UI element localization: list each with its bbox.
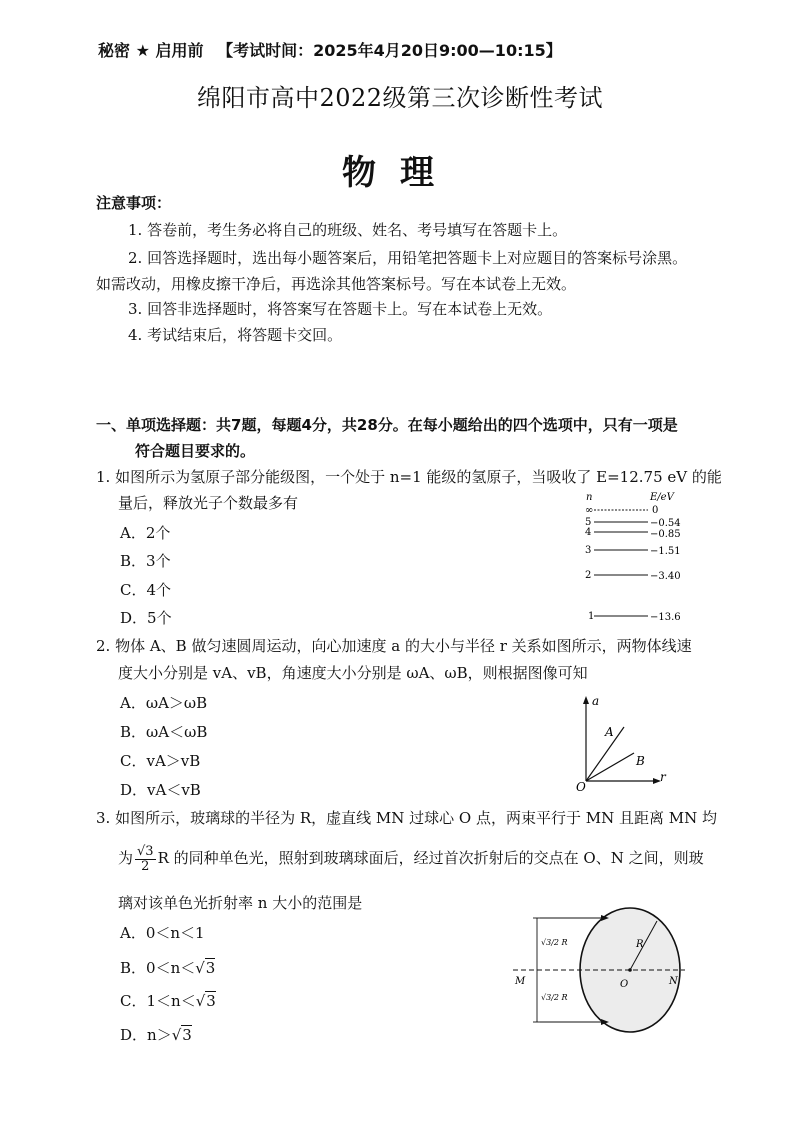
level-col-n: n [586,492,593,503]
level-row-1 [588,611,681,623]
q1-option-a: A．2个 [120,524,171,542]
line-b [586,753,634,781]
q1-option-c: C．4个 [120,581,172,599]
level-e: −3.40 [650,571,681,582]
q3-fraction [135,845,156,873]
level-col-e: E/eV [650,492,674,503]
exam-header [98,38,562,61]
level-row-5 [585,517,681,529]
q3-stem-2 [118,838,704,878]
line-b-label: B [636,754,645,768]
q2-option-a: A．ωA＞ωB [120,694,208,712]
n-label: N [669,976,678,987]
q1-option-d: D．5个 [120,609,172,627]
secret-label: 秘密 ★ 启用前 [98,41,204,60]
option-text: 0＜n＜1 [145,924,205,942]
option-label: A． [120,924,146,942]
option-text: n＞√ [147,1026,182,1044]
option-label: C． [120,992,147,1010]
y-arrow [583,696,589,704]
x-label: r [660,770,666,784]
q3-stem-2-pre: 为 [118,849,134,867]
notice-line-2a: 2. 回答选择题时，选出每小题答案后，用铅笔把答题卡上对应题目的答案标号涂黑。 [128,249,688,267]
level-e: −13.6 [650,612,681,623]
radius-label: R [636,939,644,950]
level-n: 4 [585,527,592,538]
section-heading-cont: 符合题目要求的。 [135,442,256,460]
center-point [628,968,632,972]
center-label: O [620,979,629,990]
q2-option-b: B．ωA＜ωB [120,723,208,741]
option-label: D． [120,1026,148,1044]
q2-option-d: D．vA＜vB [120,781,201,799]
q3-stem-2-post: R 的同种单色光，照射到玻璃球面后，经过首次折射后的交点在 O、N 之间，则玻 [157,849,704,867]
q1-stem-2: 量后，释放光子个数最多有 [118,494,299,512]
origin-label: O [576,780,586,794]
q3-option-d [120,1024,192,1045]
q2-option-c: C．vA＞vB [120,752,201,770]
level-n: 3 [585,545,592,556]
level-row-inf [585,505,658,516]
option-text: 0＜n＜√ [146,959,205,977]
y-label: a [592,694,600,708]
q2-stem-1: 2. 物体 A、B 做匀速圆周运动，向心加速度 a 的大小与半径 r 关系如图所示，两物体线速 [96,637,692,655]
option-radicand: 3 [182,1026,192,1044]
level-n: 1 [588,611,595,622]
m-label: M [515,976,526,987]
level-e: 0 [652,505,659,516]
q3-option-b [120,957,215,978]
option-radicand: 3 [206,992,216,1010]
notice-line-4: 4. 考试结束后，将答题卡交回。 [128,326,343,344]
q3-stem-1: 3. 如图所示，玻璃球的半径为 R，虚直线 MN 过球心 O 点，两束平行于 MN 且距离 MN 均 [96,809,718,827]
q1-option-b: B．3个 [120,552,171,570]
exam-title: 绵阳市高中2022级第三次诊断性考试 [196,84,604,112]
a-r-graph [572,693,672,795]
q3-option-c [120,990,216,1011]
level-e: −0.54 [650,518,681,529]
level-row-3 [585,545,681,557]
q3-stem-3: 璃对该单色光折射率 n 大小的范围是 [118,894,363,912]
q2-stem-2: 度大小分别是 vA、vB，角速度大小分别是 ωA、ωB，则根据图像可知 [118,664,588,682]
level-row-4 [585,527,681,540]
energy-level-diagram [580,488,700,628]
notice-title: 注意事项： [96,194,172,212]
notice-line-1: 1. 答卷前，考生务必将自己的班级、姓名、考号填写在答题卡上。 [128,221,568,239]
option-text: 1＜n＜√ [146,992,206,1010]
subject-title: 物理 [342,153,458,193]
level-e: −0.85 [650,529,681,540]
notice-line-3: 3. 回答非选择题时，将答案写在答题卡上。写在本试卷上无效。 [128,300,553,318]
option-radicand: 3 [205,959,216,977]
level-e: −1.51 [650,546,681,557]
level-n: 2 [585,570,592,581]
dist-label-bottom: √3/2 R [541,993,568,1002]
glass-ball-diagram [505,905,695,1035]
q3-option-a [120,922,205,943]
line-a-label: A [605,725,614,739]
level-row-2 [585,570,681,582]
level-n: 5 [585,517,592,528]
dist-label-top: √3/2 R [541,938,568,947]
option-label: B． [120,959,147,977]
fraction-denominator: 2 [141,858,150,874]
section-heading: 一、单项选择题：共7题，每题4分，共28分。在每小题给出的四个选项中，只有一项是 [96,416,678,434]
exam-time: 【考试时间：2025年4月20日9:00—10:15】 [217,41,562,60]
level-n: ∞ [585,505,594,516]
notice-line-2b: 如需改动，用橡皮擦干净后，再选涂其他答案标号。写在本试卷上无效。 [96,275,577,293]
q1-stem-1: 1. 如图所示为氢原子部分能级图，一个处于 n=1 能级的氢原子，当吸收了 E=12.75 eV 的能 [96,468,722,486]
fraction-numerator: √3 [137,843,154,859]
